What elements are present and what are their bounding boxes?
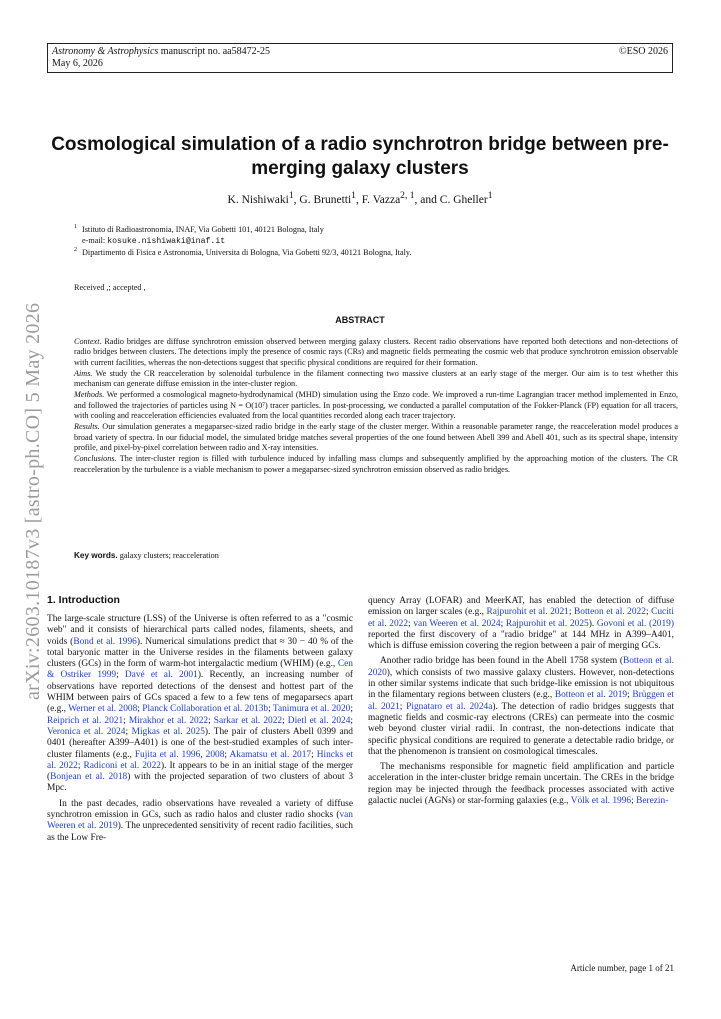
citation-link[interactable]: Cen & Ostriker 1999 <box>47 659 353 681</box>
received-accepted: Received ,; accepted , <box>74 283 146 292</box>
citation-link[interactable]: Hincks et al. 2022 <box>47 749 353 771</box>
journal-name: Astronomy & Astrophysics <box>52 46 159 57</box>
citation-link[interactable]: Bonjean et al. 2018 <box>50 772 128 783</box>
author-affil-mark: 2, 1 <box>400 190 415 201</box>
citation-link[interactable]: Akamatsu et al. 2017 <box>229 749 312 760</box>
author-affil-mark: 1 <box>288 190 294 201</box>
citation-link[interactable]: Botteon et al. 2022 <box>574 607 646 618</box>
citation-link[interactable]: Rajpurohit et al. 2025 <box>505 618 589 629</box>
citation-link[interactable]: Botteon et al. 2020 <box>368 656 674 678</box>
citation-link[interactable]: Botteon et al. 2019 <box>554 690 628 701</box>
citation-link[interactable]: 2008 <box>205 749 225 760</box>
citation-link[interactable]: Brüggen et al. 2021 <box>368 690 675 712</box>
citation-link[interactable]: Werner et al. 2008 <box>68 704 138 715</box>
affiliation-1: 1 Istituto di Radioastronomia, INAF, Via Gobetti 101, 40121 Bologna, Italy <box>74 224 324 234</box>
citation-link[interactable]: Tanimura et al. 2020 <box>272 704 351 715</box>
citation-link[interactable]: Dietl et al. 2024 <box>287 715 351 726</box>
author-affil-mark: 1 <box>487 190 493 201</box>
author-list: K. Nishiwaki$^1$, G. Brunetti$^1$, F. Vazza$^{2, 1}$, and C. Gheller$^1$ <box>227 190 493 206</box>
section-heading: 1. Introduction <box>47 594 120 606</box>
paragraph: quency Array (LOFAR) and MeerKAT, has enabled the detection of diffuse emission on larger scales (e.g., Rajpurohit et al. 2021; Botteon et al. 2022; Cuciti et al. 2022; van Weeren et al. 2024; Rajpurohit et al. 2025). Govoni et al. (2019) reported the first discovery of a "radio bridge" at 144 MHz in A399–A401, which is diffuse emission covering the region between a pair of merging GCs. <box>368 596 675 652</box>
arxiv-stamp: arXiv:2603.10187v3 [astro-ph.CO] 5 May 2026 <box>22 302 44 700</box>
citation-link[interactable]: Sarkar et al. 2022 <box>213 715 283 726</box>
paragraph: In the past decades, radio observations have revealed a variety of diffuse synchrotron emission in GCs, such as radio halos and cluster radio shocks (van Weeren et al. 2019). The unprecedented sensitivity of recent radio facilities, such as the Low Fre- <box>47 798 353 843</box>
paragraph: Another radio bridge has been found in the Abell 1758 system (Botteon et al. 2020), which consists of two massive galaxy clusters. However, non-detections in other similar systems indicate that such bridge-like emission is not ubiquitous in the filamentary regions between clusters (e.g., Botteon et al. 2019; Brüggen et al. 2021; Pignataro et al. 2024a). The detection of radio bridges suggests that magnetic fields and cosmic-ray electrons (CREs) can permeate into the cosmic web beyond cluster virial radii. In contrast, the non-detections indicate that specific physical conditions are required to generate a detectable radio bridge, or that the phenomenon is transient on cosmological timescales. <box>368 656 675 757</box>
citation-link[interactable]: Govoni et al. (2019) <box>596 618 674 629</box>
citation-link[interactable]: Bond et al. 1996 <box>73 636 137 647</box>
keywords-text: galaxy clusters; reacceleration <box>119 551 219 560</box>
affiliations <box>74 224 411 258</box>
citation-link[interactable]: Völk et al. 1996 <box>570 796 632 807</box>
citation-link[interactable]: Veronica et al. 2024 <box>47 726 126 737</box>
right-column <box>368 596 674 811</box>
citation-link[interactable]: Cuciti et al. 2022 <box>368 607 675 629</box>
citation-link[interactable]: Fujita et al. 1996 <box>134 749 201 760</box>
paragraph: The large-scale structure (LSS) of the Universe is often referred to as a "cosmic web" and it consists of hierarchical parts called nodes, filaments, sheets, and voids (Bond et al. 1996). Numerical simulations predict that ≈ 30 − 40 % of the total baryonic matter in the Universe resides in the filaments between galaxy clusters (GCs) in the form of warm-hot intergalactic medium (WHIM) (e.g., Cen & Ostriker 1999; Davé et al. 2001). Recently, an increasing number of observations have reported detections of the densest and hottest part of the WHIM between pairs of GCs spaced a few to a few tens of megaparsecs apart (e.g., Werner et al. 2008; Planck Collaboration et al. 2013b; Tanimura et al. 2020; Reiprich et al. 2021; Mirakhor et al. 2022; Sarkar et al. 2022; Dietl et al. 2024; Veronica et al. 2024; Migkas et al. 2025). The pair of clusters Abell 0399 and 0401 (hereafter A399–A401) is one of the best-studied examples of such inter-cluster filaments (e.g., Fujita et al. 1996, 2008; Akamatsu et al. 2017; Hincks et al. 2022; Radiconi et al. 2022). It appears to be in an initial stage of the merger (Bonjean et al. 2018) with the projected separation of two clusters of about 3 Mpc. <box>47 614 354 794</box>
abstract-heading: ABSTRACT <box>335 315 385 325</box>
keywords <box>74 551 219 560</box>
left-column <box>47 614 353 848</box>
author-name: K. Nishiwaki <box>227 193 289 206</box>
email-link[interactable]: kosuke.nishiwaki@inaf.it <box>107 237 226 246</box>
manuscript-id: manuscript no. aa58472-25 <box>160 46 270 57</box>
author-affil-mark: 1 <box>351 190 356 201</box>
citation-link[interactable]: Radiconi et al. 2022 <box>83 760 161 771</box>
keywords-label: Key words. <box>74 551 118 560</box>
header-journal-line <box>52 46 270 58</box>
abstract-conclusions: Conclusions. The inter-cluster region is filled with turbulence induced by infalling mass clumps and subsequently amplified by the approaching motion of the clusters. The CR reacceleration by the turbulence is a viable mechanism to power a megaparsec-sized synchrotron emission observed as radio bridges. <box>74 454 678 474</box>
abstract-body <box>74 337 678 476</box>
citation-link[interactable]: Planck Collaboration et al. 2013b <box>142 704 269 715</box>
citation-link[interactable]: Reiprich et al. 2021 <box>47 715 124 726</box>
email-line: e-mail: kosuke.nishiwaki@inaf.it <box>82 236 226 246</box>
citation-link[interactable]: Pignataro et al. 2024a <box>406 701 493 712</box>
abstract-methods: Methods. We performed a cosmological magneto-hydrodynamical (MHD) simulation using the Enzo code. We improved a run-time Lagrangian tracer method implemented in Enzo, and followed the trajectories of particles using N = O(10⁷) tracer particles. In post-processing, we conducted a parallel computation of the Fokker-Planck (FP) equation for all tracers, with cooling and reacceleration efficiencies evaluated from the local quantities recorded along each tracer trajectory. <box>74 390 678 421</box>
author-name: G. Brunetti <box>299 193 352 206</box>
paragraph: The mechanisms responsible for magnetic field amplification and particle acceleration in the inter-cluster bridge remain uncertain. The CREs in the bridge region may be injected through the feedback processes associated with active galactic nuclei (AGNs) or star-forming galaxies (e.g., Völk et al. 1996; Berezin- <box>368 762 674 807</box>
citation-link[interactable]: Mirakhor et al. 2022 <box>128 715 209 726</box>
page-footer: Article number, page 1 of 21 <box>570 963 674 973</box>
citation-link[interactable]: Berezin- <box>636 796 669 807</box>
author-name: F. Vazza <box>361 193 401 206</box>
abstract-results: Results. Our simulation generates a megaparsec-sized radio bridge in the early stage of the cluster merger. Within a reasonable parameter range, the reacceleration model produces a broad variety of spectra. In our fiducial model, the simulated bridge matches several properties of the one found between Abell 399 and Abell 401, such as its spectral shape, intensity profile, and pixel-by-pixel correlation between radio and X-ray intensities. <box>74 422 679 452</box>
affiliation-2: 2 Dipartimento di Fisica e Astronomia, Universita di Bologna, Via Gobetti 92/3, 40121 Bologna, Italy. <box>74 247 412 257</box>
header-date: May 6, 2026 <box>52 58 103 69</box>
header-copyright: ©ESO 2026 <box>619 46 668 57</box>
abstract-aims: Aims. We study the CR reacceleration by solenoidal turbulence in the filament connecting two massive clusters at an early stage of the merger. Our aim is to test whether this mechanism can generate diffuse emission in the inter-cluster region. <box>74 368 678 389</box>
citation-link[interactable]: Rajpurohit et al. 2021 <box>486 607 569 618</box>
citation-link[interactable]: van Weeren et al. 2019 <box>47 810 353 832</box>
citation-link[interactable]: Davé et al. 2001 <box>124 670 198 681</box>
author-name: and C. Gheller <box>420 193 488 206</box>
citation-link[interactable]: van Weeren et al. 2024 <box>413 618 501 629</box>
paper-title: Cosmological simulation of a radio synchrotron bridge between pre-merging galaxy clusters <box>51 134 669 179</box>
abstract-context: Context. Radio bridges are diffuse synchrotron emission observed between merging galaxy clusters. Recent radio observations have reported both detections and non-detections of radio bridges between clusters. The detections imply the presence of cosmic rays (CRs) and magnetic fields permeating the cosmic web that produce synchrotron emission observable with current facilities, whereas the non-detections suggest that specific physical conditions are required for their formation. <box>74 337 678 367</box>
citation-link[interactable]: Migkas et al. 2025 <box>131 726 205 737</box>
running-header <box>47 43 673 73</box>
